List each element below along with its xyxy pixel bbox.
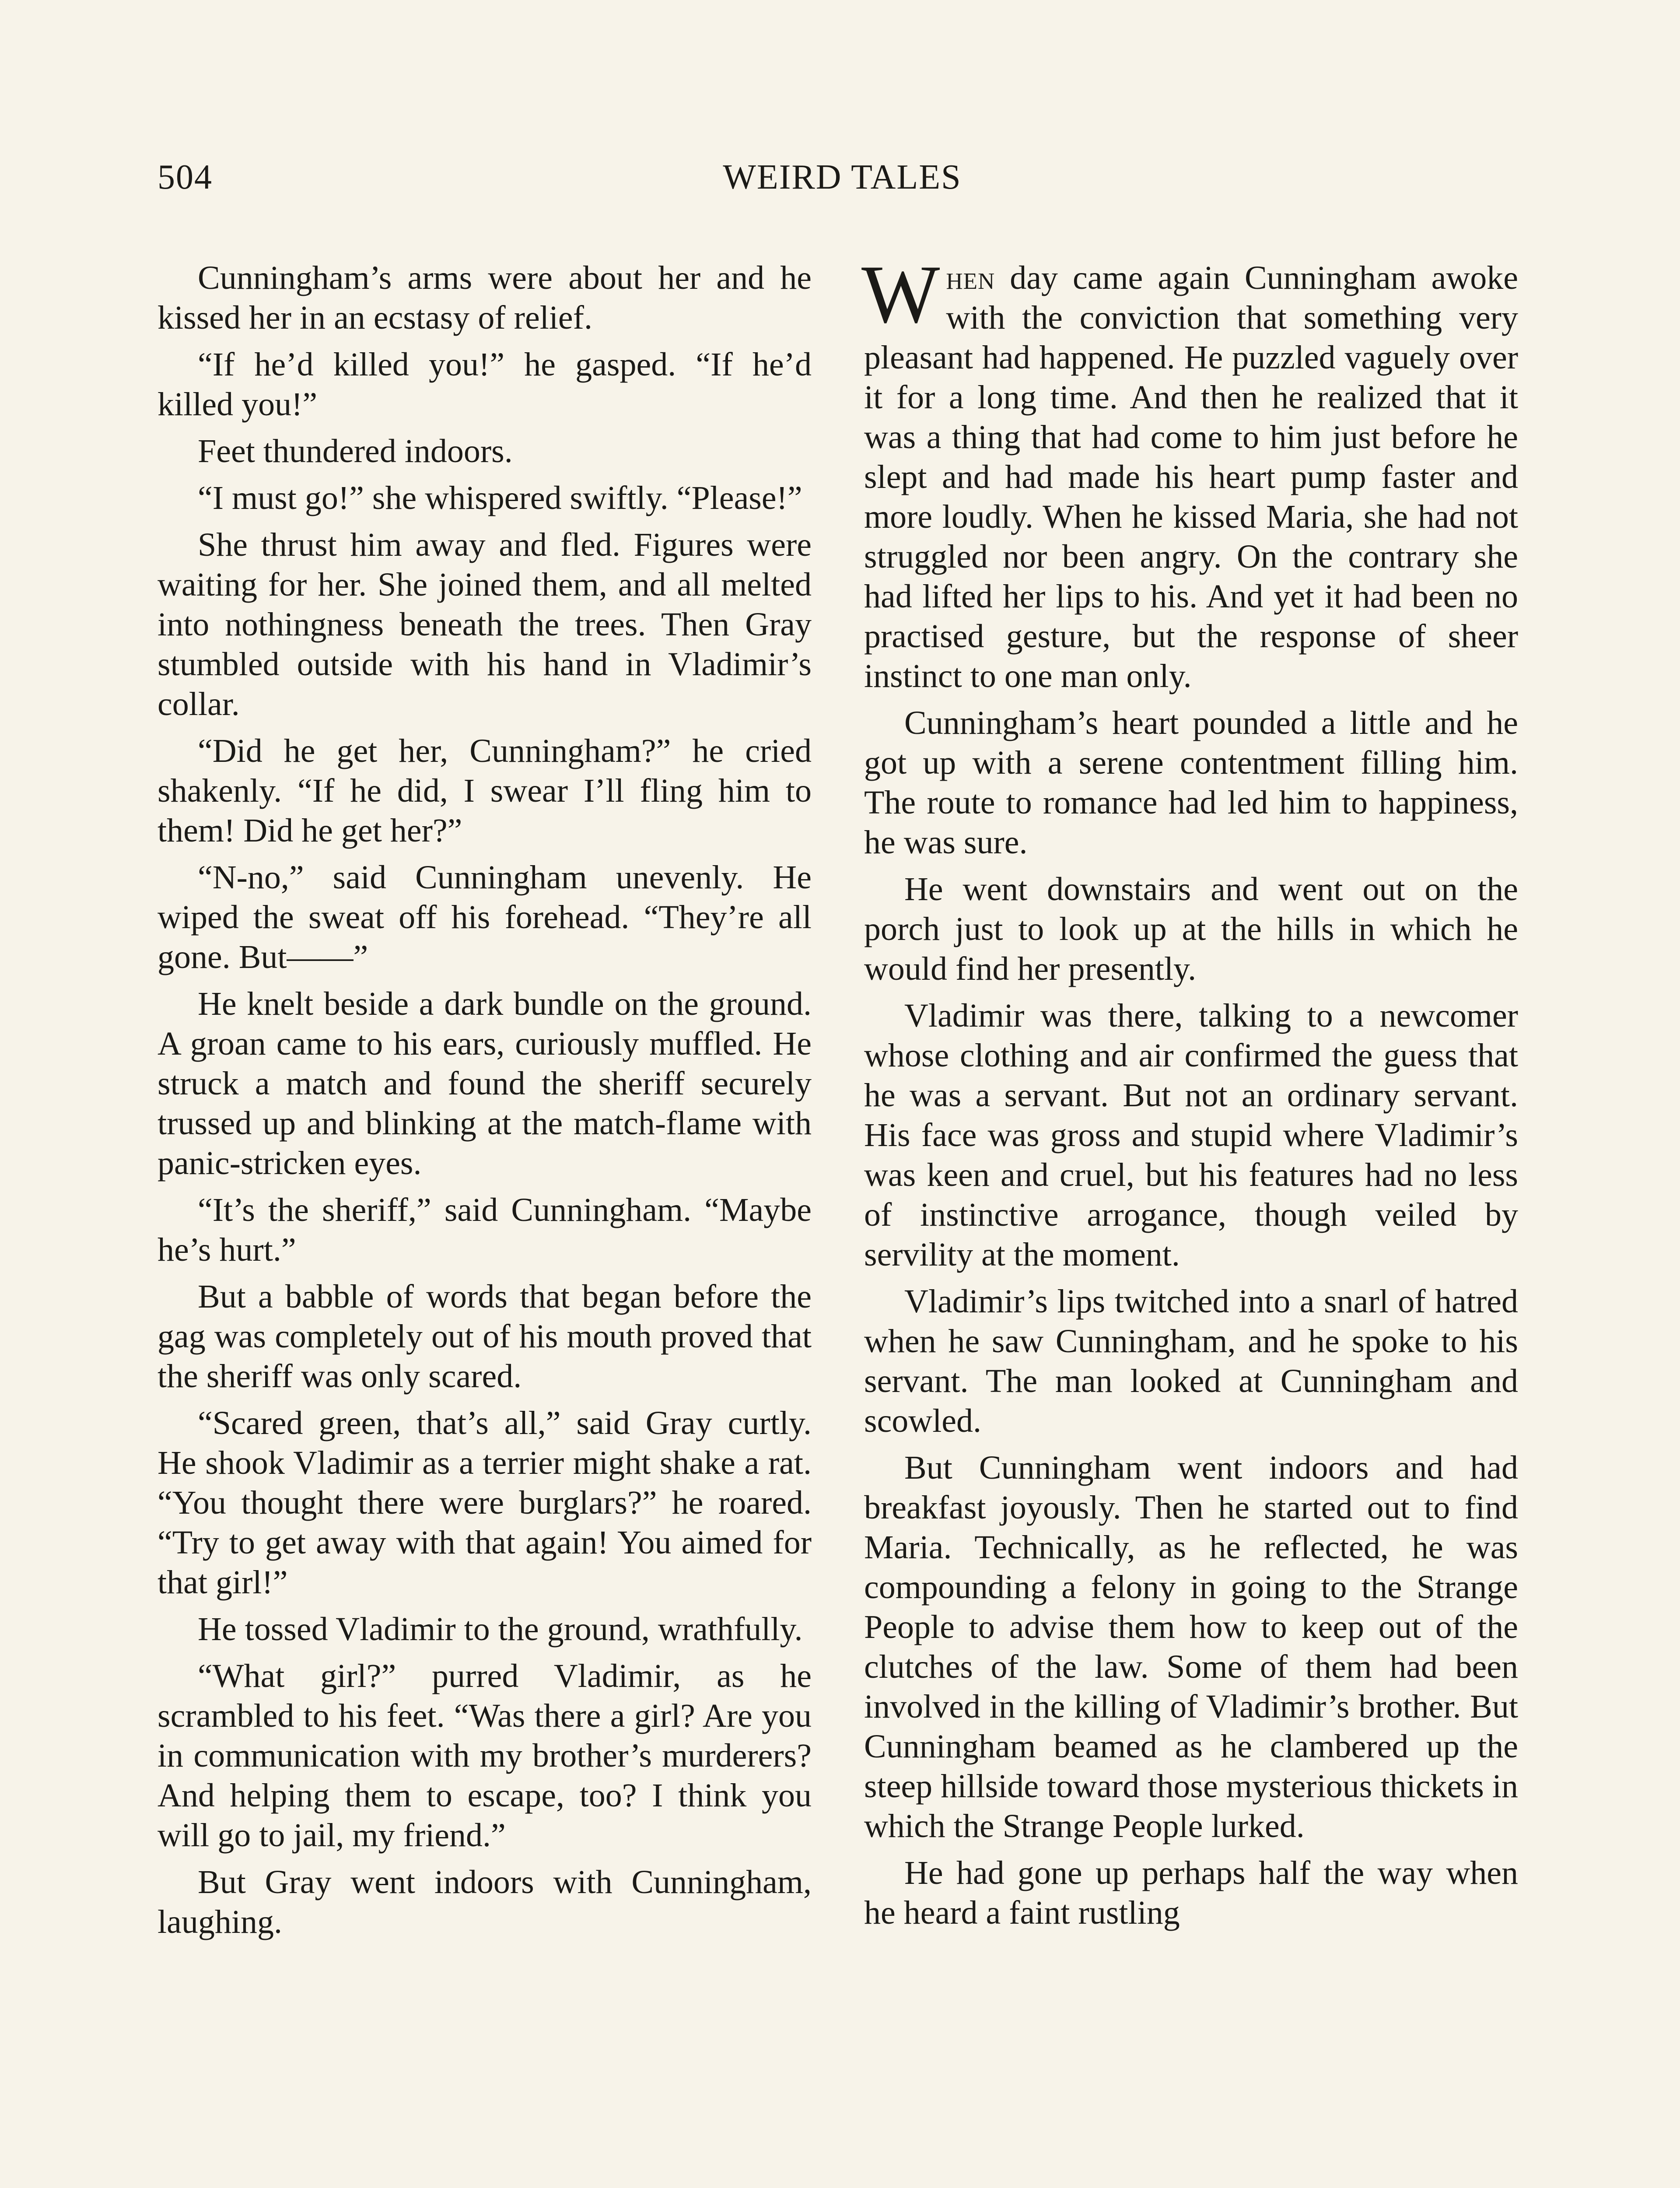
- running-title: WEIRD TALES: [723, 158, 962, 196]
- page-number: 504: [158, 158, 213, 196]
- paragraph: But Cunningham went indoors and had breakfast joyously. Then he started out to find Maria. Technically, as he reflected, he was compounding a felony in going to the Strange People to advise them how to keep out of the clutches of the law. Some of them had been involved in the killing of Vladimir’s brother. But Cunningham beamed as he clambered up the steep hillside toward those mysterious thickets in which the Strange People lurked.: [864, 1449, 1518, 1844]
- page-header: [158, 158, 1527, 210]
- paragraph: She thrust him away and fled. Figures were waiting for her. She joined them, and all melted into nothingness beneath the trees. Then Gray stumbled outside with his hand in Vladimir’s collar.: [158, 526, 812, 722]
- paragraph: “I must go!” she whispered swiftly. “Please!”: [198, 480, 802, 516]
- paragraph: “It’s the sheriff,” said Cunningham. “Maybe he’s hurt.”: [158, 1192, 812, 1268]
- paragraph: “If he’d killed you!” he gasped. “If he’d killed you!”: [158, 346, 812, 423]
- drop-cap: W: [861, 249, 940, 340]
- paragraph: He knelt beside a dark bundle on the ground. A groan came to his ears, curiously muffled. He struck a match and found the sheriff securely trussed up and blinking at the match-flame with panic-stricken eyes.: [158, 985, 812, 1182]
- paragraph: Feet thundered indoors.: [198, 433, 513, 470]
- right-column: [861, 249, 1518, 1940]
- paragraph: He had gone up perhaps half the way when he heard a faint rustling: [864, 1855, 1518, 1931]
- paragraph: “N-no,” said Cunningham unevenly. He wiped the sweat off his forehead. “They’re all gone. But——”: [158, 859, 812, 975]
- opening-text: day came again Cunningham awoke with the conviction that something very pleasant had happened. He puzzled vaguely over it for a long time. And then he realized that it was a thing that had come to him just before he slept and had made his heart pump faster and more loudly. When he kissed Maria, she had not struggled nor been angry. On the contrary she had lifted her lips to his. And yet it had been no practised gesture, but the response of sheer instinct to one man only.: [864, 259, 1518, 694]
- paragraph: But Gray went indoors with Cunningham, laughing.: [158, 1864, 812, 1940]
- paragraph: He tossed Vladimir to the ground, wrathfully.: [198, 1611, 803, 1648]
- opening-paragraph: [861, 249, 1518, 696]
- paragraph: Cunningham’s heart pounded a little and he got up with a serene contentment filling him. The route to romance had led him to happiness, he was sure.: [864, 705, 1518, 861]
- paragraph: But a babble of words that began before the gag was completely out of his mouth proved that the sheriff was only scared.: [158, 1278, 812, 1395]
- left-column: [158, 258, 812, 1949]
- paragraph: “Did he get her, Cunningham?” he cried shakenly. “If he did, I swear I’ll fling him to them! Did he get her?”: [158, 733, 812, 849]
- opening-smallcaps: hen: [946, 259, 995, 296]
- paragraph: “What girl?” purred Vladimir, as he scrambled to his feet. “Was there a girl? Are you in communication with my brother’s murderers? And helping them to escape, too? I think you will go to jail, my friend.”: [158, 1658, 812, 1854]
- paragraph: Vladimir was there, talking to a newcomer whose clothing and air confirmed the guess that he was a servant. But not an ordinary servant. His face was gross and stupid where Vladimir’s was keen and cruel, but his features had no less of instinctive arrogance, though veiled by servility at the moment.: [864, 997, 1518, 1273]
- paragraph: “Scared green, that’s all,” said Gray curtly. He shook Vladimir as a terrier might shake a rat. “You thought there were burglars?” he roared. “Try to get away with that again! You aimed for that girl!”: [158, 1405, 812, 1601]
- paragraph: Cunningham’s arms were about her and he kissed her in an ecstasy of relief.: [158, 259, 812, 336]
- paragraph: He went downstairs and went out on the porch just to look up at the hills in which he would find her presently.: [864, 871, 1518, 987]
- paragraph: Vladimir’s lips twitched into a snarl of hatred when he saw Cunningham, and he spoke to his servant. The man looked at Cunningham and scowled.: [864, 1283, 1518, 1439]
